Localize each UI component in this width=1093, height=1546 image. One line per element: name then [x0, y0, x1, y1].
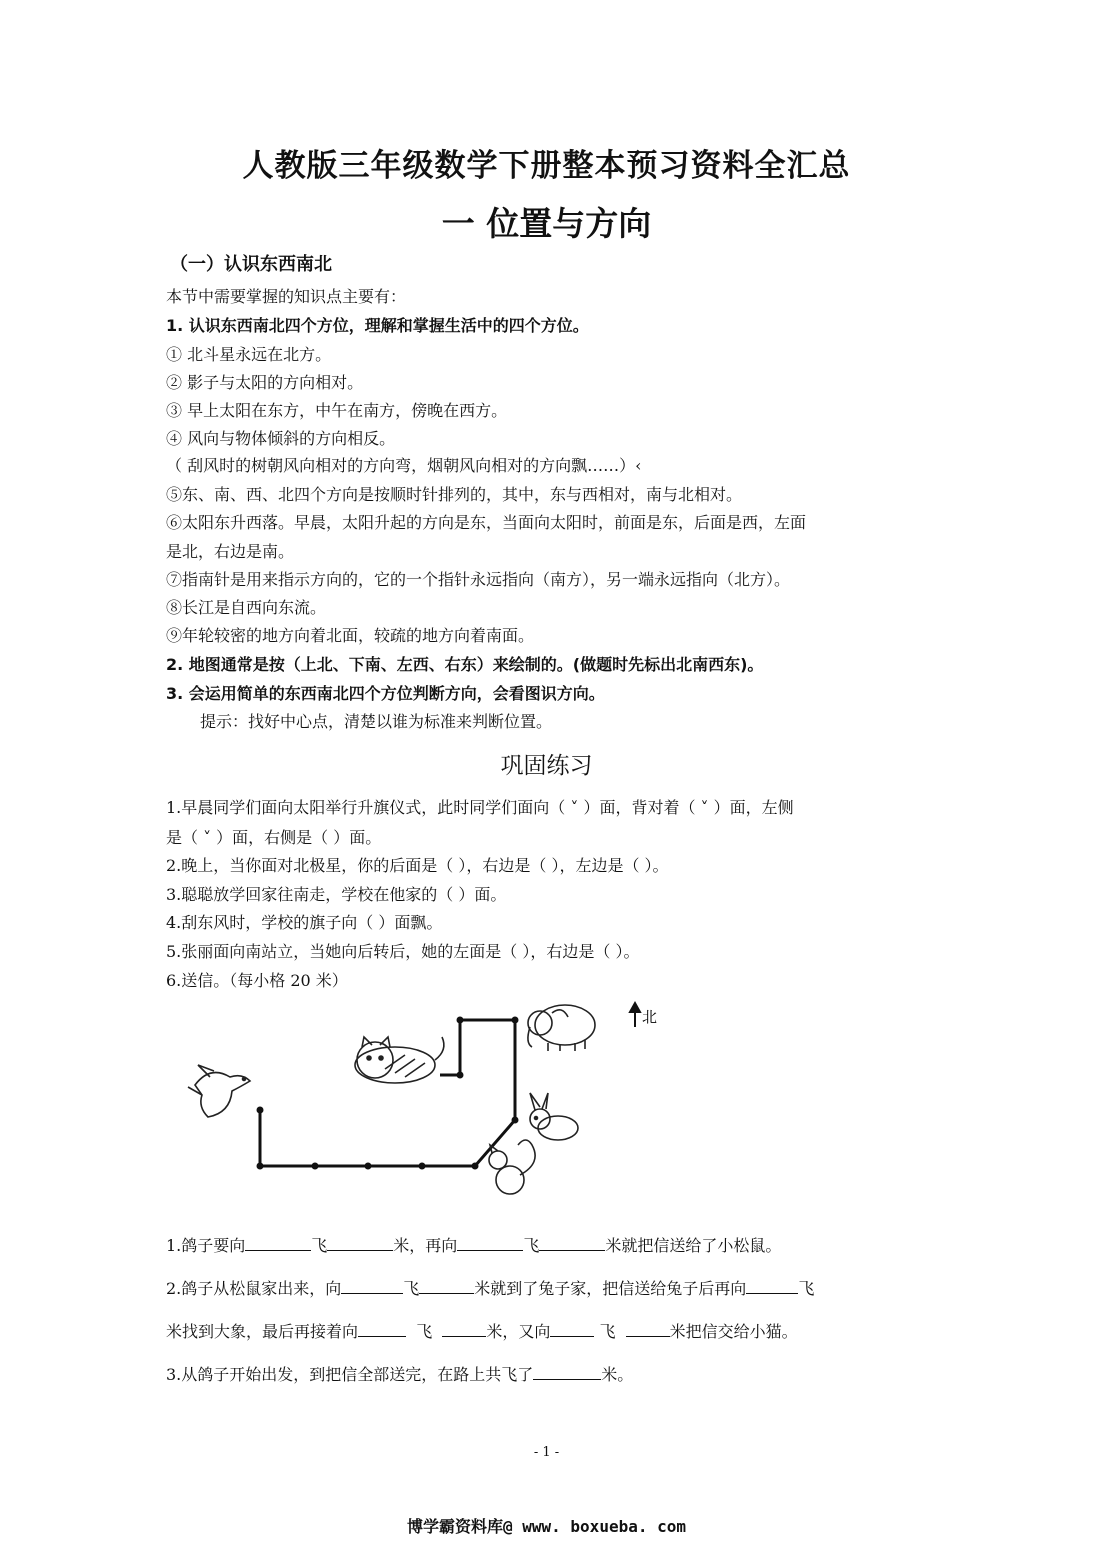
fill-q1-text-a: 1.鸽子要向: [166, 1236, 246, 1255]
answer-blank[interactable]: [626, 1320, 670, 1337]
point-3: 3. 会运用简单的东西南北四个方位判断方向，会看图识方向。: [166, 684, 605, 703]
fill-question-2: [166, 1276, 814, 1299]
answer-blank[interactable]: [327, 1234, 393, 1251]
fill-q2-text-a: 2.鸽子从松鼠家出来，向: [166, 1279, 342, 1298]
fill-q2-text-d: 飞: [798, 1279, 815, 1298]
cat-icon: [355, 1037, 444, 1083]
question-1-cont: 是（ ˅ ）面，右侧是（ ）面。: [166, 828, 382, 847]
answer-blank[interactable]: [341, 1277, 403, 1294]
point-2: 2. 地图通常是按（上北、下南、左西、右东）来绘制的。(做题时先标出北南西东)。: [166, 655, 764, 674]
route-nodes: [257, 1017, 519, 1170]
route-path: [260, 1020, 515, 1166]
answer-blank[interactable]: [358, 1320, 406, 1337]
chapter-heading: 一 位置与方向: [441, 204, 652, 243]
fill-q3-text-b: 米。: [601, 1365, 634, 1384]
point-1-h: ⑧长江是自西向东流。: [166, 598, 327, 617]
answer-blank[interactable]: [245, 1234, 311, 1251]
point-1-b: ② 影子与太阳的方向相对。: [166, 373, 364, 392]
answer-blank[interactable]: [550, 1320, 594, 1337]
rabbit-icon: [530, 1093, 578, 1140]
north-arrow-icon: [630, 1003, 640, 1027]
answer-blank[interactable]: [442, 1320, 486, 1337]
hint-text: 提示：找好中心点，清楚以谁为标准来判断位置。: [200, 712, 553, 731]
fill-q2b-text-c: 米，又向: [486, 1322, 551, 1341]
question-3: 3.聪聪放学回家往南走，学校在他家的（ ）面。: [166, 885, 507, 904]
route-map: [180, 995, 700, 1205]
site-footer: 博学霸资料库@ www. boxueba. com: [406, 1517, 687, 1536]
answer-blank[interactable]: [533, 1363, 601, 1380]
fill-q2-text-c: 米就到了兔子家，把信送给兔子后再向: [474, 1279, 747, 1298]
fill-q1-text-e: 米就把信送给了小松鼠。: [605, 1236, 782, 1255]
fill-q2b-text-b: 飞: [416, 1322, 433, 1341]
point-1-i: ⑨年轮较密的地方向着北面，较疏的地方向着南面。: [166, 626, 535, 645]
point-1-a: ① 北斗星永远在北方。: [166, 345, 332, 364]
question-1: 1.早晨同学们面向太阳举行升旗仪式，此时同学们面向（ ˅ ）面，背对着（ ˅ ）面，左侧: [166, 798, 794, 817]
north-label: 北: [642, 1008, 658, 1026]
elephant-icon: [528, 1005, 595, 1051]
practice-title: 巩固练习: [500, 753, 593, 779]
answer-blank[interactable]: [419, 1277, 474, 1294]
fill-q2b-text-a: 米找到大象，最后再接着向: [166, 1322, 359, 1341]
answer-blank[interactable]: [457, 1234, 523, 1251]
section-heading: （一）认识东西南北: [170, 254, 332, 275]
fill-q1-text-b: 飞: [311, 1236, 328, 1255]
page-number: - 1 -: [533, 1445, 560, 1460]
question-4: 4.刮东风时，学校的旗子向（ ）面飘。: [166, 913, 443, 932]
fill-q1-text-d: 飞: [523, 1236, 540, 1255]
point-1-d: ④ 风向与物体倾斜的方向相反。: [166, 429, 396, 448]
point-1-f: ⑥太阳东升西落。早晨，太阳升起的方向是东，当面向太阳时，前面是东，后面是西，左面: [166, 513, 807, 532]
point-1-d-note: （ 刮风时的树朝风向相对的方向弯，烟朝风向相对的方向飘……）‹: [166, 456, 642, 475]
point-1-f-cont: 是北，右边是南。: [166, 542, 295, 561]
fill-q1-text-c: 米，再向: [393, 1236, 458, 1255]
intro-text: 本节中需要掌握的知识点主要有：: [166, 287, 407, 306]
question-6: 6.送信。（每小格 20 米）: [166, 971, 348, 990]
fill-q2-text-b: 飞: [403, 1279, 420, 1298]
answer-blank[interactable]: [539, 1234, 605, 1251]
point-1-c: ③ 早上太阳在东方，中午在南方，傍晚在西方。: [166, 401, 508, 420]
point-1-g: ⑦指南针是用来指示方向的，它的一个指针永远指向（南方），另一端永远指向（北方）。: [166, 570, 791, 589]
fill-question-1: [166, 1233, 781, 1256]
squirrel-icon: [489, 1140, 535, 1194]
point-1: 1. 认识东西南北四个方位，理解和掌握生活中的四个方位。: [166, 316, 589, 335]
question-2: 2.晚上，当你面对北极星，你的后面是（ ），右边是（ ），左边是（ ）。: [166, 856, 669, 875]
question-5: 5.张丽面向南站立，当她向后转后，她的左面是（ ），右边是（ ）。: [166, 942, 640, 961]
fill-q3-text-a: 3.从鸽子开始出发，到把信全部送完，在路上共飞了: [166, 1365, 534, 1384]
fill-question-3: [166, 1362, 633, 1385]
answer-blank[interactable]: [746, 1277, 798, 1294]
document-title: 人教版三年级数学下册整本预习资料全汇总: [242, 148, 851, 184]
fill-q2b-text-d: 飞: [599, 1322, 616, 1341]
point-1-e: ⑤东、南、西、北四个方向是按顺时针排列的，其中，东与西相对，南与北相对。: [166, 485, 743, 504]
fill-question-2-cont: [166, 1319, 798, 1342]
fill-q2b-text-e: 米把信交给小猫。: [669, 1322, 798, 1341]
pigeon-icon: [188, 1065, 250, 1117]
